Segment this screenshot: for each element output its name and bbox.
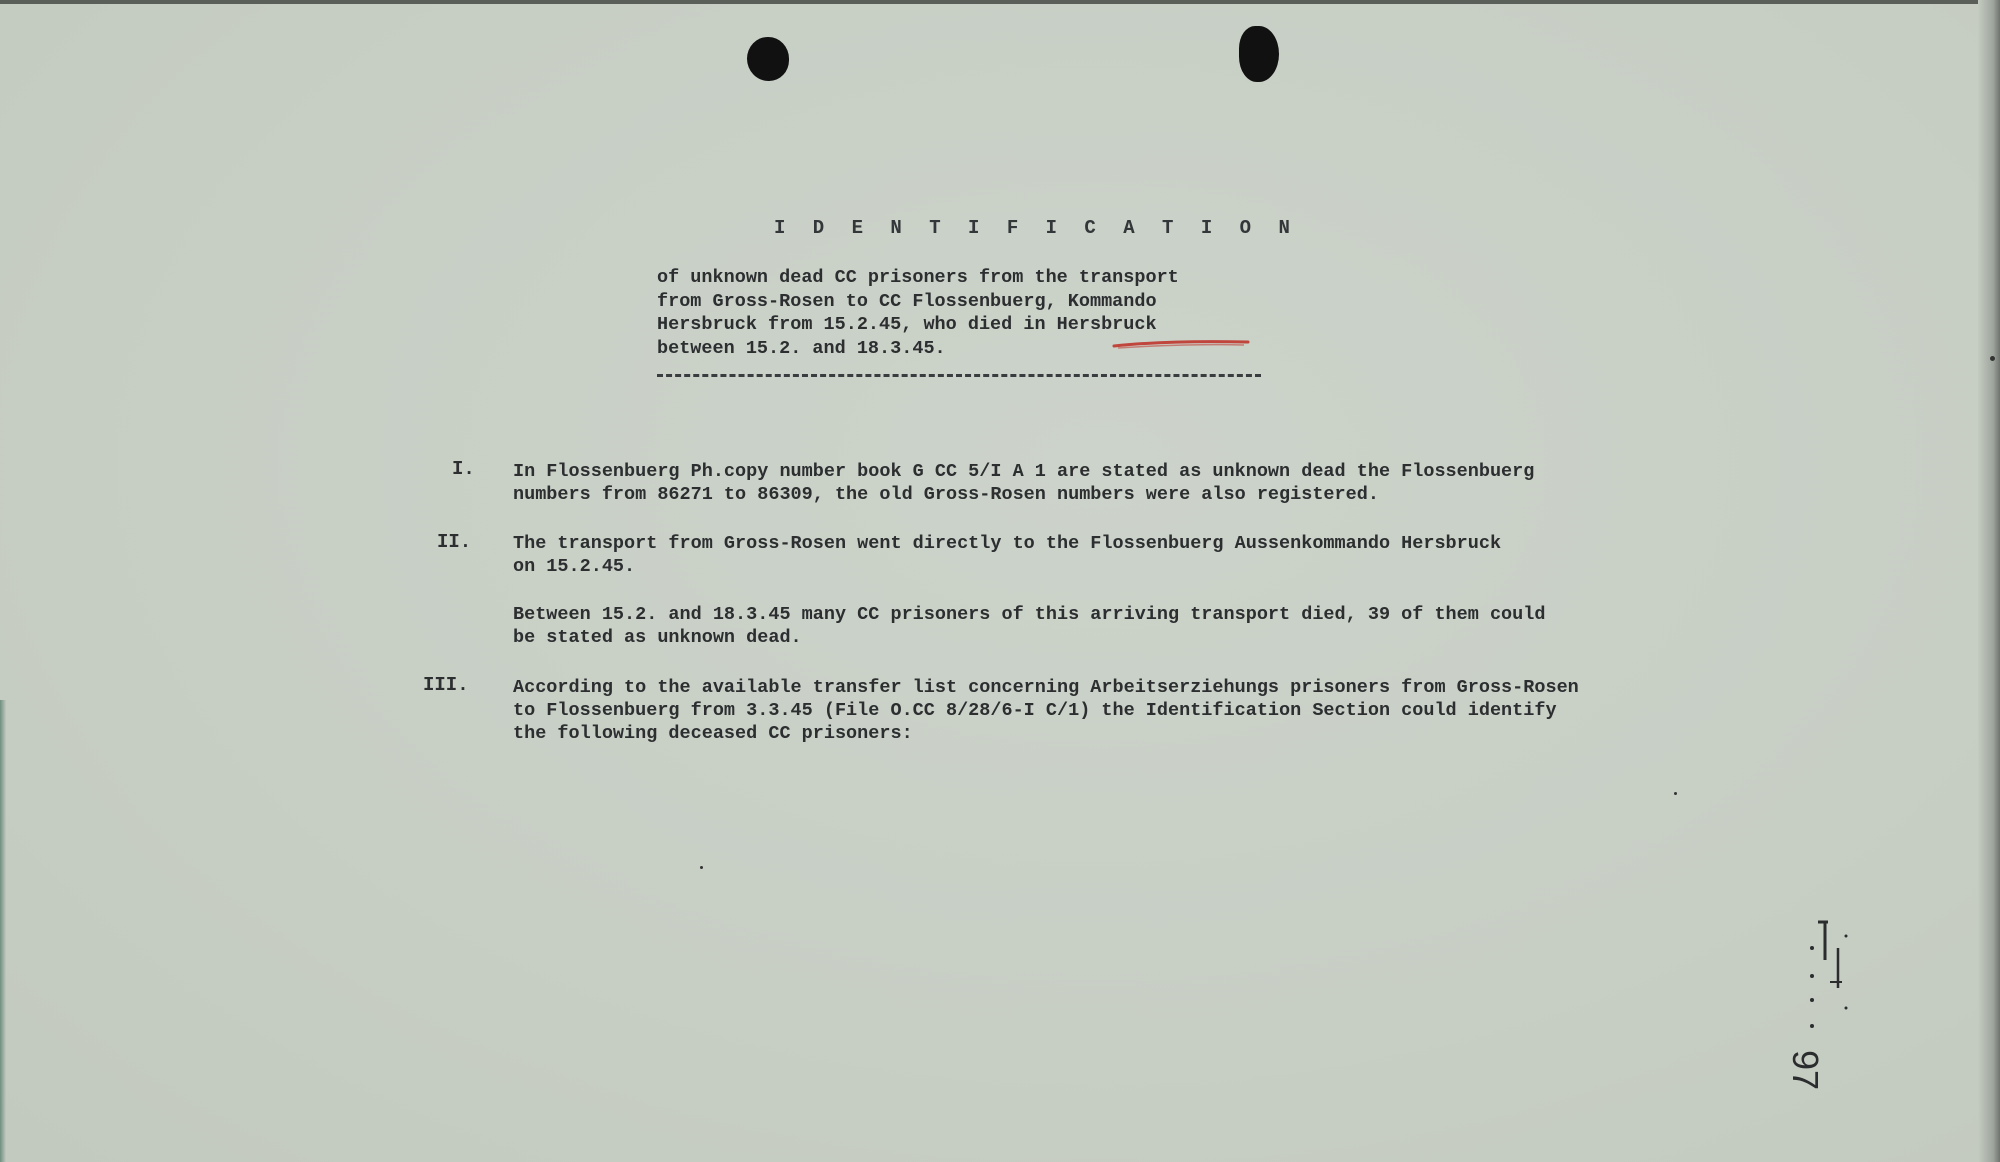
ink-speck <box>1990 356 1995 361</box>
subtitle-line: from Gross-Rosen to CC Flossenbuerg, Kommando <box>657 290 1157 312</box>
section-paragraph: The transport from Gross-Rosen went directly to the Flossenbuerg Aussenkommando Hersbruck on 15.2.45. <box>513 533 1502 577</box>
punch-hole-left <box>747 37 789 81</box>
page-right-edge <box>1978 0 2000 1162</box>
section-number: III. <box>423 674 469 696</box>
page-left-edge <box>0 700 6 1162</box>
red-pencil-underline <box>1112 339 1250 349</box>
document-title: I D E N T I F I C A T I O N <box>774 217 1298 239</box>
ink-speck <box>700 866 703 869</box>
section-paragraph: Between 15.2. and 18.3.45 many CC prisoners of this arriving transport died, 39 of them could be stated as unknown dead. <box>513 604 1546 648</box>
ink-speck <box>1674 792 1677 795</box>
subtitle-line: between 15.2. and 18.3.45. <box>657 337 946 359</box>
subtitle-line: of unknown dead CC prisoners from the transport <box>657 267 1179 288</box>
section-number: II. <box>437 531 472 553</box>
archive-stamp-number: 97 <box>1785 1050 1826 1091</box>
subtitle-line: Hersbruck from 15.2.45, who died in Hersbruck <box>657 314 1157 335</box>
subtitle-dashed-rule <box>657 374 1261 377</box>
page-top-edge <box>0 0 2000 4</box>
section-number: I. <box>452 458 475 480</box>
section-paragraph: In Flossenbuerg Ph.copy number book G CC 5/I A 1 are stated as unknown dead the Flossenbuerg numbers from 86271 to 86309, the old Gross-Rosen numbers were also registered. <box>513 461 1535 505</box>
punch-hole-right <box>1239 26 1279 82</box>
section-paragraph: According to the available transfer list concerning Arbeitserziehungs prisoners from Gross-Rosen to Flossenbuerg from 3.3.45 (File O.CC 8/28/6-I C/1) the Identification Section could identify the following deceased CC prisoners: <box>513 677 1579 744</box>
